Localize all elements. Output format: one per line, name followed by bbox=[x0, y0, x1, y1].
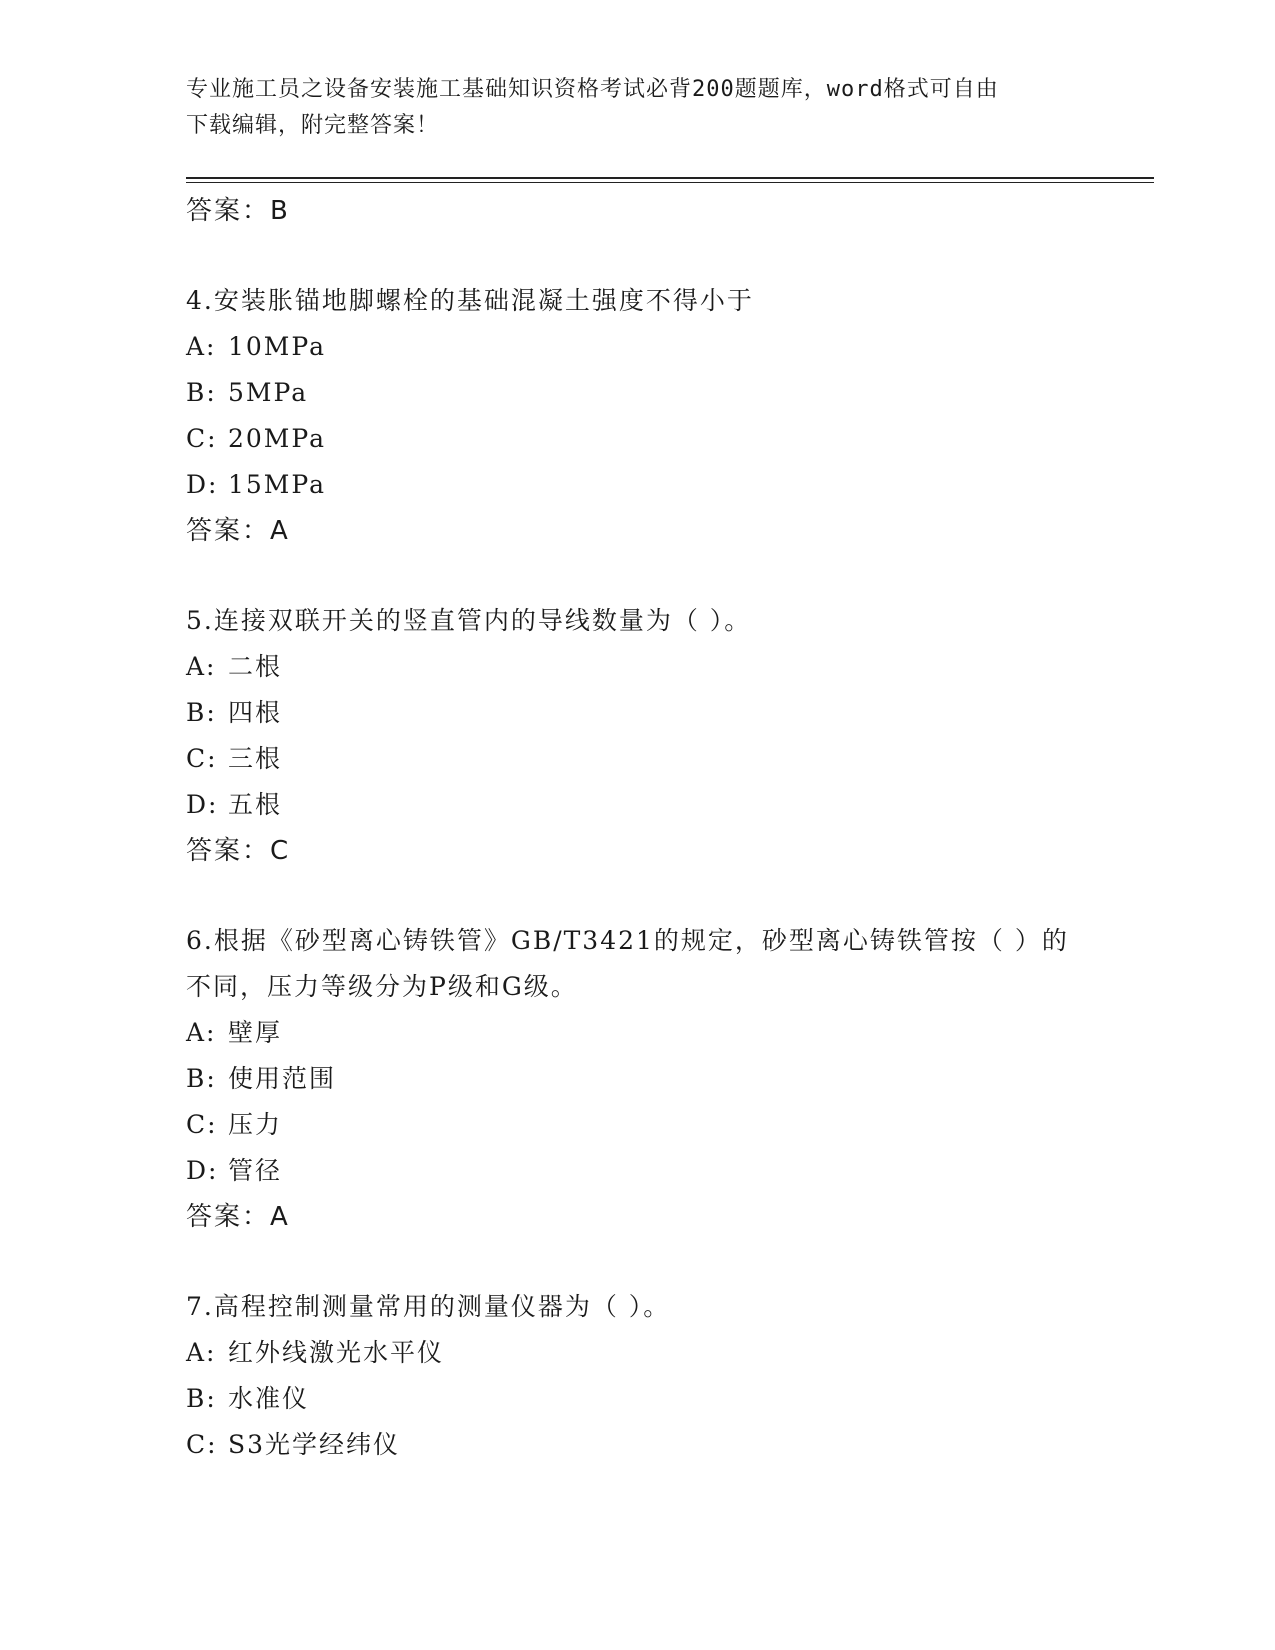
option-text: 水准仪 bbox=[228, 1384, 310, 1413]
option-text: 管径 bbox=[228, 1156, 283, 1185]
option-a bbox=[186, 324, 1086, 370]
option-b bbox=[186, 1376, 1086, 1422]
spacer bbox=[186, 234, 1086, 278]
option-letter: B: bbox=[186, 1064, 217, 1093]
spacer bbox=[186, 1240, 1086, 1284]
option-text: 二根 bbox=[228, 652, 283, 681]
option-text: S3光学经纬仪 bbox=[228, 1430, 401, 1459]
option-text: 五根 bbox=[228, 790, 283, 819]
option-text: 10MPa bbox=[228, 332, 327, 361]
option-letter: C: bbox=[186, 1110, 218, 1139]
option-letter: D: bbox=[186, 790, 219, 819]
option-letter: A: bbox=[186, 1018, 217, 1047]
spacer bbox=[186, 554, 1086, 598]
option-a bbox=[186, 644, 1086, 690]
option-letter: A: bbox=[186, 332, 217, 361]
option-b bbox=[186, 690, 1086, 736]
question-stem: 7.高程控制测量常用的测量仪器为（ ）。 bbox=[186, 1292, 671, 1321]
option-text: 15MPa bbox=[228, 470, 327, 499]
option-text: 壁厚 bbox=[228, 1018, 283, 1047]
question-block bbox=[186, 1284, 1086, 1468]
option-c bbox=[186, 736, 1086, 782]
option-c bbox=[186, 1102, 1086, 1148]
answer-line: 答案：A bbox=[186, 516, 290, 546]
option-text: 红外线激光水平仪 bbox=[228, 1338, 445, 1367]
header-divider-thick bbox=[186, 177, 1154, 179]
answer-line: 答案：B bbox=[186, 196, 290, 226]
question-stem: 5.连接双联开关的竖直管内的导线数量为（ ）。 bbox=[186, 606, 752, 635]
option-text: 三根 bbox=[228, 744, 283, 773]
option-letter: C: bbox=[186, 424, 218, 453]
option-letter: D: bbox=[186, 1156, 219, 1185]
option-text: 四根 bbox=[228, 698, 283, 727]
question-block bbox=[186, 918, 1086, 1240]
option-letter: C: bbox=[186, 1430, 218, 1459]
question-list bbox=[186, 188, 1086, 1468]
option-text: 压力 bbox=[228, 1110, 283, 1139]
option-text: 20MPa bbox=[228, 424, 327, 453]
option-letter: B: bbox=[186, 698, 217, 727]
question-block bbox=[186, 278, 1086, 554]
question-stem: 6.根据《砂型离心铸铁管》GB/T3421的规定，砂型离心铸铁管按（ ）的不同，压力等级分为P级和G级。 bbox=[186, 926, 1069, 1001]
option-d bbox=[186, 782, 1086, 828]
option-a bbox=[186, 1330, 1086, 1376]
option-d bbox=[186, 462, 1086, 508]
option-c bbox=[186, 416, 1086, 462]
option-text: 5MPa bbox=[228, 378, 309, 407]
option-letter: C: bbox=[186, 744, 218, 773]
question-stem: 4.安装胀锚地脚螺栓的基础混凝土强度不得小于 bbox=[186, 286, 754, 315]
document-header bbox=[186, 72, 1086, 144]
question-block bbox=[186, 598, 1086, 874]
option-a bbox=[186, 1010, 1086, 1056]
header-divider-thin bbox=[186, 182, 1154, 183]
option-d bbox=[186, 1148, 1086, 1194]
spacer bbox=[186, 874, 1086, 918]
answer-line: 答案：A bbox=[186, 1202, 290, 1232]
header-line-2: 下载编辑，附完整答案！ bbox=[186, 113, 440, 138]
option-c bbox=[186, 1422, 1086, 1468]
option-b bbox=[186, 1056, 1086, 1102]
option-letter: B: bbox=[186, 1384, 217, 1413]
option-letter: A: bbox=[186, 652, 217, 681]
option-b bbox=[186, 370, 1086, 416]
header-line-1: 专业施工员之设备安装施工基础知识资格考试必背200题题库，word格式可自由 bbox=[186, 77, 999, 102]
answer-line: 答案：C bbox=[186, 836, 291, 866]
option-text: 使用范围 bbox=[228, 1064, 337, 1093]
option-letter: B: bbox=[186, 378, 217, 407]
option-letter: D: bbox=[186, 470, 219, 499]
option-letter: A: bbox=[186, 1338, 217, 1367]
